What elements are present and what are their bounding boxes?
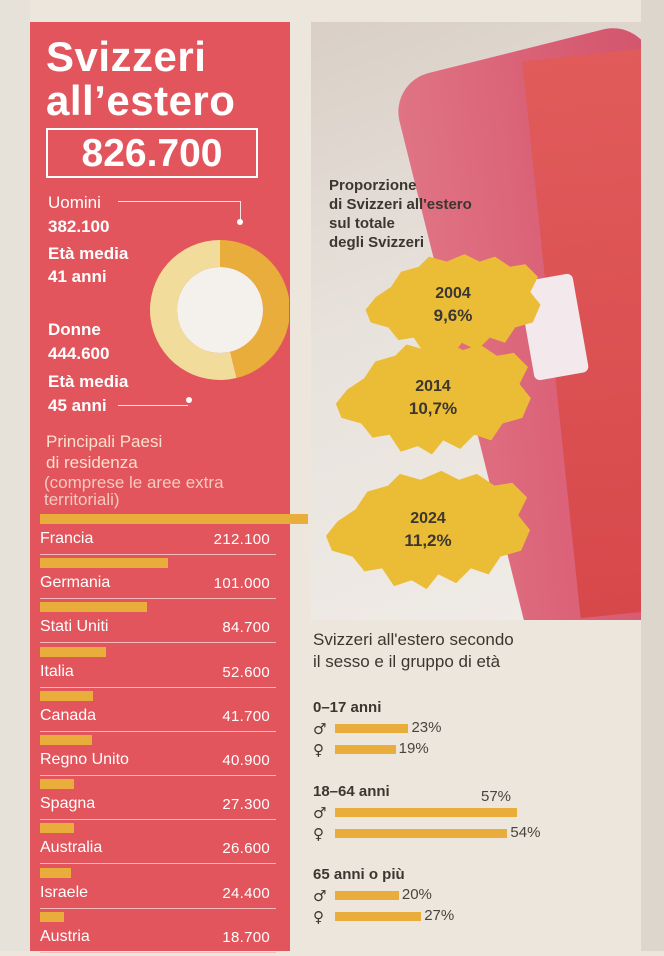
age-group-title: 0–17 anni [313, 699, 382, 716]
age-group-title: 18–64 anni [313, 783, 390, 800]
women-leader-line [118, 405, 188, 406]
country-row [40, 558, 276, 602]
country-bar [40, 912, 64, 922]
country-name: Australia [40, 839, 103, 857]
country-bar [40, 647, 106, 657]
country-divider [40, 863, 276, 864]
country-value: 101.000 [213, 575, 270, 593]
countries-note-line2: territoriali) [44, 490, 120, 509]
country-bar [40, 779, 74, 789]
male-bar [335, 808, 517, 817]
donut-hole [177, 267, 263, 353]
country-divider [40, 819, 276, 820]
page-gutter [0, 0, 30, 951]
country-value: 24.400 [222, 884, 270, 902]
country-name: Israele [40, 883, 89, 901]
countries-title-line1: Principali Paesi [46, 432, 163, 451]
country-name: Francia [40, 530, 94, 547]
country-name: Germania [40, 574, 111, 592]
men-age-label: Età media [48, 244, 129, 263]
country-row [40, 868, 276, 912]
country-bar [40, 735, 92, 745]
country-name: Regno Unito [40, 751, 129, 768]
country-row [40, 647, 276, 691]
map-value-label: 10,7% [408, 399, 458, 418]
country-name: Austria [40, 927, 90, 945]
country-divider [40, 598, 276, 599]
proportion-title-line4: degli Svizzeri [329, 234, 425, 251]
proportion-title-line2: di Svizzeri all'estero [329, 196, 472, 213]
country-value: 52.600 [222, 663, 270, 681]
country-row [40, 514, 276, 558]
main-title-line2: all’estero [46, 77, 236, 124]
female-bar [335, 912, 421, 921]
women-age-value: 45 anni [48, 396, 107, 415]
country-bar [40, 514, 308, 524]
women-leader-dot [186, 397, 192, 403]
female-symbol: ♀ [313, 741, 324, 759]
country-divider [40, 775, 276, 776]
country-bar [40, 868, 71, 878]
men-leader-line-v [240, 201, 241, 221]
country-value: 40.900 [222, 752, 270, 769]
women-age-label: Età media [48, 372, 129, 391]
country-row [40, 823, 276, 867]
map-value-label: 11,2% [404, 531, 452, 550]
country-divider [40, 952, 276, 953]
country-row [40, 912, 276, 956]
male-symbol: ♂ [313, 720, 327, 738]
country-divider [40, 687, 276, 688]
men-leader-dot [237, 219, 243, 225]
country-divider [40, 642, 276, 643]
men-label: Uomini [48, 193, 101, 212]
male-bar [335, 724, 408, 733]
women-label: Donne [48, 320, 101, 339]
age-group-title: 65 anni o più [313, 866, 405, 883]
female-symbol: ♀ [313, 908, 324, 926]
country-name: Stati Uniti [40, 618, 109, 636]
age-percent-label: 19% [398, 740, 429, 757]
age-percent-label: 54% [510, 824, 541, 841]
country-value: 27.300 [222, 796, 270, 814]
age-percent-label: 20% [401, 886, 432, 903]
proportion-title-line1: Proporzione [329, 177, 417, 194]
age-percent-label: 57% [481, 788, 512, 805]
gender-donut [143, 226, 289, 394]
men-count: 382.100 [48, 217, 110, 236]
country-name: Italia [40, 662, 74, 680]
total-count: 826.700 [81, 132, 223, 175]
country-value: 41.700 [222, 707, 270, 725]
women-count: 444.600 [48, 344, 110, 363]
country-bar [40, 691, 93, 701]
female-bar [335, 829, 507, 838]
country-name: Canada [40, 706, 97, 724]
map-year-label: 2024 [410, 510, 446, 527]
age-title-line2: il sesso e il gruppo di età [313, 652, 501, 671]
page-edge [641, 0, 664, 951]
male-bar [335, 891, 399, 900]
map-year-label: 2004 [435, 285, 471, 302]
age-title-line1: Svizzeri all'estero secondo [313, 630, 514, 649]
country-bar [40, 602, 147, 612]
country-value: 26.600 [222, 840, 270, 858]
total-box [46, 128, 258, 178]
age-percent-label: 23% [411, 719, 442, 736]
country-name: Spagna [40, 795, 96, 813]
country-bar [40, 558, 168, 568]
female-symbol: ♀ [313, 825, 324, 843]
male-symbol: ♂ [313, 804, 327, 822]
countries-note-line1: (comprese le aree extra [44, 473, 224, 492]
country-bar [40, 823, 74, 833]
men-age-value: 41 anni [48, 267, 107, 286]
men-leader-line [118, 201, 240, 202]
main-title-line1: Svizzeri [46, 33, 207, 80]
countries-title-line2: di residenza [46, 453, 138, 472]
country-divider [40, 554, 276, 555]
country-value: 18.700 [222, 928, 270, 946]
country-row [40, 779, 276, 823]
age-percent-label: 27% [424, 907, 455, 924]
proportion-title-line3: sul totale [329, 215, 395, 232]
map-value-label: 9,6% [433, 306, 473, 325]
country-divider [40, 731, 276, 732]
male-symbol: ♂ [313, 887, 327, 905]
country-divider [40, 908, 276, 909]
country-row [40, 602, 276, 646]
map-year-label: 2014 [415, 378, 451, 395]
country-value: 84.700 [222, 619, 270, 637]
country-row [40, 735, 276, 779]
country-value: 212.100 [213, 531, 270, 548]
female-bar [335, 745, 396, 754]
country-row [40, 691, 276, 735]
